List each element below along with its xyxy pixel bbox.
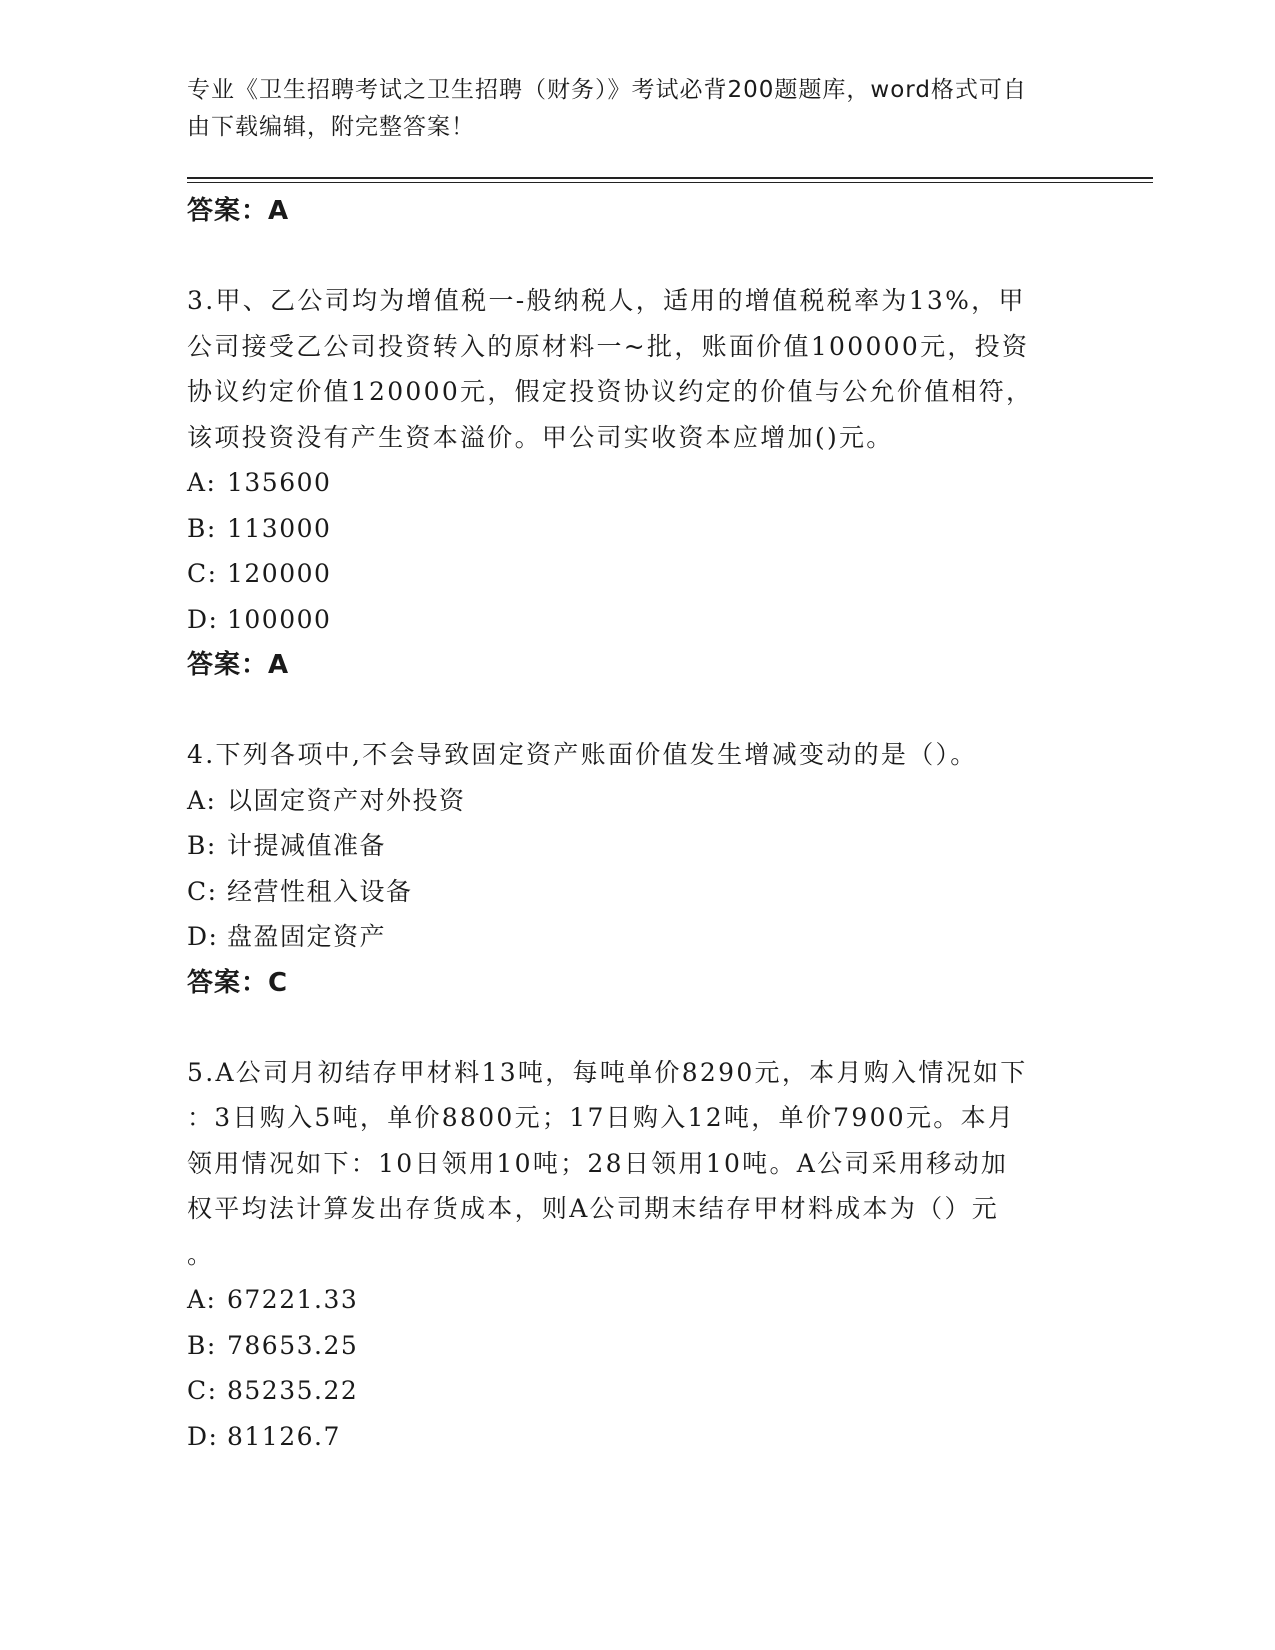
option-d (187, 914, 1087, 960)
stem-line: 权平均法计算发出存货成本，则A公司期末结存甲材料成本为（）元 (187, 1194, 1000, 1223)
option-text: 经营性租入设备 (227, 876, 413, 906)
option-b (187, 823, 1087, 869)
option-key: B: (187, 513, 217, 543)
option-key: B: (187, 831, 217, 860)
question-4 (187, 732, 1087, 1006)
option-key: A: (187, 468, 217, 497)
option-c (187, 551, 1087, 597)
stem-line: ：3日购入5吨，单价8800元；17日购入12吨，单价7900元。本月 (187, 1103, 1016, 1132)
option-key: B: (187, 1330, 217, 1360)
option-a (187, 778, 1087, 824)
option-text: 78653.25 (227, 1330, 359, 1360)
option-c (187, 869, 1087, 915)
option-a (187, 1277, 1087, 1323)
option-key: D: (187, 604, 219, 634)
option-text: 计提减值准备 (227, 831, 387, 860)
stem-line: 公司接受乙公司投资转入的原材料一~批，账面价值100000元，投资 (187, 331, 1030, 361)
option-key: A: (187, 1285, 217, 1314)
option-key: D: (187, 1421, 219, 1451)
option-key: A: (187, 785, 217, 815)
option-key: C: (187, 876, 218, 906)
option-d (187, 597, 1087, 643)
stem-line: 协议约定价值120000元，假定投资协议约定的价值与公允价值相符， (187, 377, 1034, 406)
answer: 答案：C (187, 967, 289, 998)
option-text: 81126.7 (227, 1421, 341, 1451)
option-key: C: (187, 559, 218, 588)
answer-previous: 答案：A (187, 196, 290, 226)
stem-line: 。 (187, 1239, 215, 1269)
option-key: D: (187, 922, 219, 951)
question-5 (187, 1050, 1087, 1460)
option-text: 100000 (227, 604, 332, 634)
stem-line: 领用情况如下：10日领用10吨；28日领用10吨。A公司采用移动加 (187, 1148, 1009, 1178)
option-c (187, 1368, 1087, 1414)
stem-line: 4.下列各项中,不会导致固定资产账面价值发生增减变动的是（）。 (187, 740, 978, 769)
stem-line: 该项投资没有产生资本溢价。甲公司实收资本应增加()元。 (187, 422, 894, 452)
option-text: 120000 (227, 559, 332, 588)
header-line-2: 由下载编辑，附完整答案！ (187, 114, 475, 140)
answer: 答案：A (187, 650, 290, 680)
option-d (187, 1414, 1087, 1460)
option-a (187, 460, 1087, 506)
option-text: 盘盈固定资产 (227, 922, 387, 951)
stem-line: 5.A公司月初结存甲材料13吨，每吨单价8290元，本月购入情况如下 (187, 1057, 1028, 1087)
question-3 (187, 278, 1087, 688)
question-stem (187, 732, 1087, 778)
option-b (187, 1323, 1087, 1369)
option-text: 85235.22 (227, 1376, 359, 1405)
question-stem (187, 1050, 1087, 1278)
option-text: 67221.33 (227, 1285, 359, 1314)
option-key: C: (187, 1376, 218, 1405)
document-header (187, 72, 1067, 146)
option-text: 以固定资产对外投资 (227, 785, 466, 815)
header-line-1: 专业《卫生招聘考试之卫生招聘（财务）》考试必背200题题库，word格式可自 (187, 77, 1027, 103)
option-text: 135600 (227, 468, 332, 497)
stem-line: 3.甲、乙公司均为增值税一-般纳税人，适用的增值税税率为13%，甲 (187, 286, 1026, 315)
option-text: 113000 (227, 513, 332, 543)
document-body (187, 188, 1087, 1459)
header-rule-thick (187, 177, 1153, 179)
header-rule-thin (187, 182, 1153, 183)
option-b (187, 506, 1087, 552)
question-stem (187, 278, 1087, 460)
